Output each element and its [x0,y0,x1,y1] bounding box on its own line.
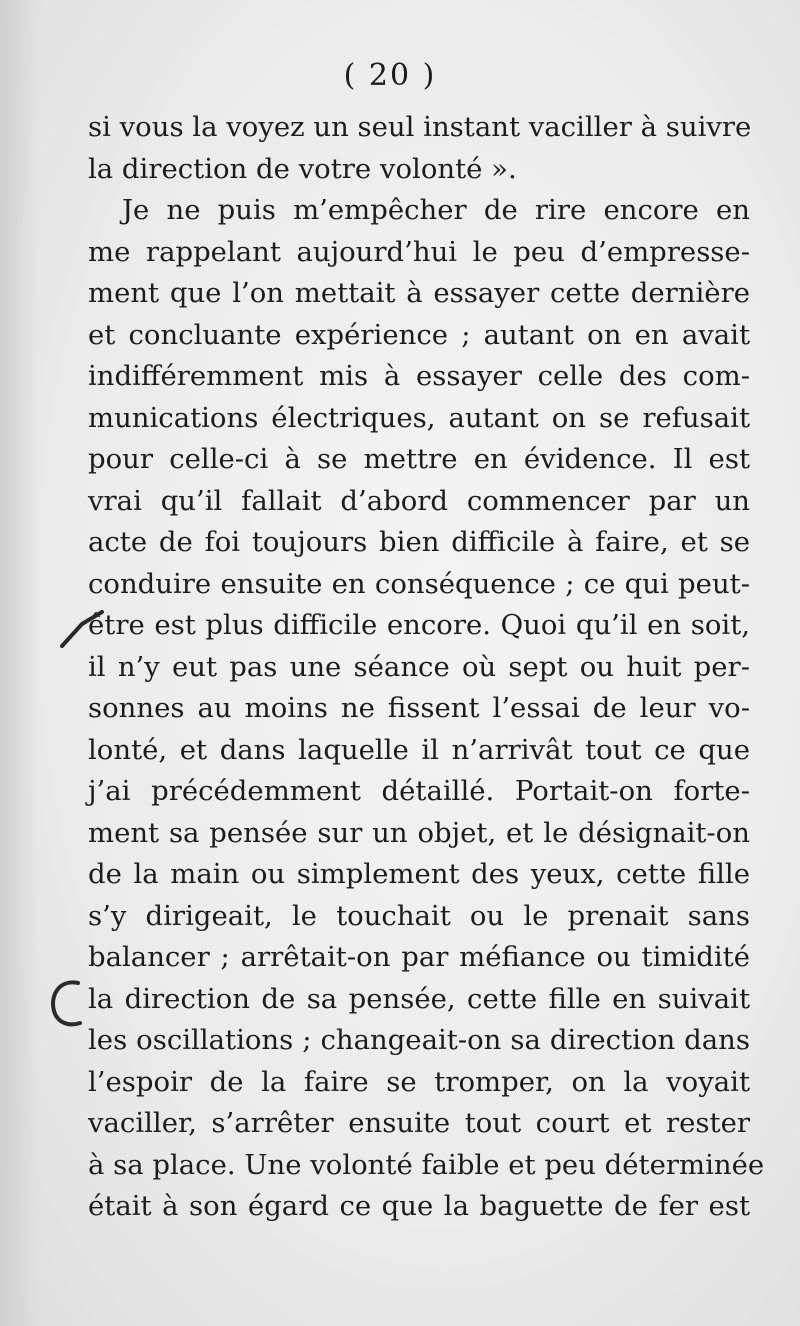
text-line: à sa place. Une volonté faible et peu déterminée [88,1148,765,1181]
text-line: sonnes au moins ne fissent l’essai de leur vo- [88,692,750,724]
text-line: balancer ; arrêtait-on par méfiance ou timidité [88,941,750,973]
text-line: la direction de votre volonté ». [88,152,517,185]
text-line: être est plus difficile encore. Quoi qu’il en soit, [88,609,750,641]
text-line: s’y dirigeait, le touchait ou le prenait sans [88,899,750,932]
text-line: me rappelant aujourd’hui le peu d’empresse- [88,235,750,268]
page-gutter-shadow [0,0,40,1326]
text-line: j’ai précédemment détaillé. Portait-on forte- [88,775,750,807]
text-line: la direction de sa pensée, cette fille en suivait [88,982,750,1015]
text-line: ment sa pensée sur un objet, et le désignait-on [88,816,750,849]
text-line: l’espoir de la faire se tromper, on la voyait [88,1065,750,1098]
body-text [88,107,765,1228]
text-line: lonté, et dans laquelle il n’arrivât tout ce que [88,733,750,766]
text-line: acte de foi toujours bien difficile à faire, et se [88,526,750,558]
page-number: ( 20 ) [343,58,437,93]
text-line: était à son égard ce que la baguette de fer est [88,1190,750,1222]
pencil-slash-mark [58,610,108,650]
text-line: et concluante expérience ; autant on en avait [88,318,750,351]
text-line: pour celle-ci à se mettre en évidence. Il est [88,443,750,475]
text-line: les oscillations ; changeait-on sa direction dans [88,1024,750,1056]
text-line: si vous la voyez un seul instant vaciller à suivre [88,111,752,143]
text-line: indifféremment mis à essayer celle des com- [88,360,750,392]
text-line: vaciller, s’arrêter ensuite tout court et rester [88,1107,750,1139]
text-line: il n’y eut pas une séance où sept ou huit per- [88,650,750,683]
paragraph-first-line: Je ne puis m’empêcher de rire encore en [122,194,750,226]
text-line: ment que l’on mettait à essayer cette dernière [88,277,750,309]
text-line: vrai qu’il fallait d’abord commencer par un [88,484,750,517]
pencil-c-mark [46,975,86,1031]
text-line: conduire ensuite en conséquence ; ce qui peut- [88,567,750,600]
text-line: de la main ou simplement des yeux, cette fille [88,858,750,890]
text-line: munications électriques, autant on se refusait [88,401,750,434]
